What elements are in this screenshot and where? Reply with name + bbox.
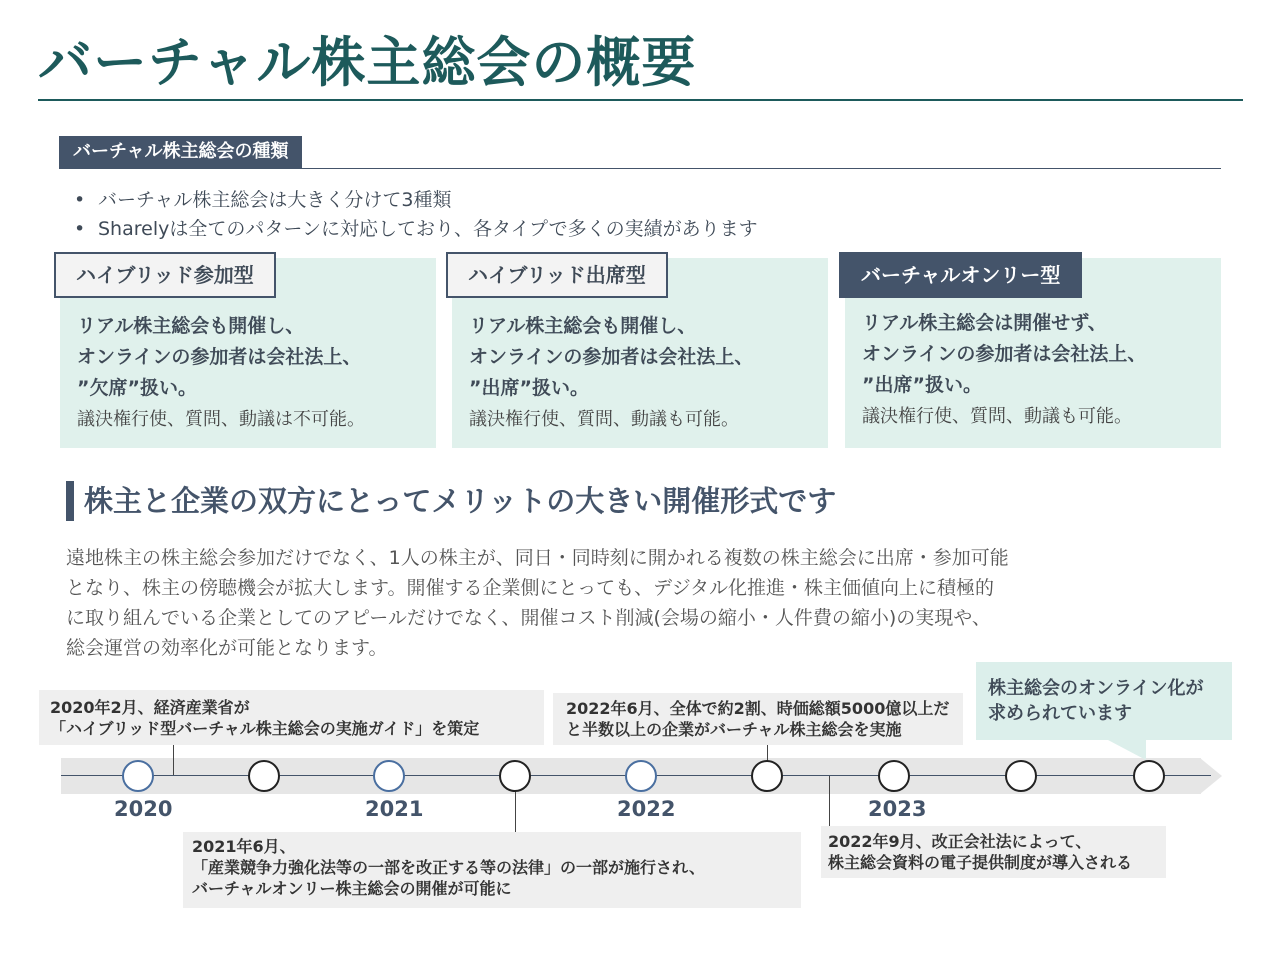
timeline-dot — [878, 760, 910, 792]
card-subtext: 議決権行使、質問、動議も可能。 — [469, 409, 739, 430]
timeline-dot — [373, 760, 405, 792]
paragraph-line: となり、株主の傍聴機会が拡大します。開催する企業側にとっても、デジタル化推進・株主価値向上に積極的 — [66, 577, 994, 599]
timeline-dot — [499, 760, 531, 792]
card-text: リアル株主総会も開催し、 — [469, 315, 697, 337]
event-text: バーチャルオンリー株主総会の開催が可能に — [192, 879, 512, 898]
event-text: 「ハイブリッド型バーチャル株主総会の実施ガイド」を策定 — [50, 719, 480, 738]
timeline-dot — [248, 760, 280, 792]
card-text: オンラインの参加者は会社法上、 — [77, 346, 362, 368]
card-text: オンラインの参加者は会社法上、 — [469, 346, 754, 368]
timeline-event-2021-06 — [183, 832, 801, 908]
card-text: オンラインの参加者は会社法上、 — [862, 343, 1147, 365]
card-body — [77, 311, 365, 435]
card-virtual-only — [845, 258, 1221, 448]
timeline-year: 2022 — [617, 797, 676, 821]
heading-accent-bar — [66, 481, 74, 521]
card-label: バーチャルオンリー型 — [839, 252, 1082, 298]
card-body — [469, 311, 753, 435]
timeline-event-2022-09 — [821, 826, 1166, 878]
card-text: リアル株主総会も開催し、 — [77, 315, 305, 337]
card-label: ハイブリッド出席型 — [446, 252, 668, 298]
card-text: ”出席”扱い。 — [862, 374, 982, 396]
event-text: と半数以上の企業がバーチャル株主総会を実施 — [566, 720, 902, 739]
paragraph-line: に取り組んでいる企業としてのアピールだけでなく、開催コスト削減(会場の縮小・人件費の縮小)の実現や、 — [66, 607, 991, 629]
timeline-event-2020-02 — [39, 690, 544, 745]
timeline-dot — [625, 760, 657, 792]
bullet-item: • バーチャル株主総会は大きく分けて3種類 — [74, 186, 758, 215]
event-text: 2021年6月、 — [192, 837, 296, 856]
connector-line — [829, 776, 830, 826]
bullet-item: • Sharelyは全てのパターンに対応しており、各タイプで多くの実績があります — [74, 215, 758, 244]
card-label: ハイブリッド参加型 — [54, 252, 276, 298]
event-text: 2022年6月、全体で約2割、時価総額5000億以上だ — [566, 699, 950, 718]
description-paragraph — [66, 543, 1146, 663]
callout-text: 求められています — [988, 703, 1132, 724]
timeline-arrow-icon — [1200, 758, 1222, 794]
timeline-year: 2023 — [868, 797, 927, 821]
card-hybrid-attendance — [452, 258, 828, 448]
callout-tail — [1108, 740, 1146, 760]
callout-text: 株主総会のオンライン化が — [988, 678, 1204, 699]
event-text: 2022年9月、改正会社法によって、 — [828, 832, 1092, 851]
connector-line — [767, 742, 768, 762]
timeline-year: 2021 — [365, 797, 424, 821]
card-hybrid-participation — [60, 258, 436, 448]
bullet-list — [74, 186, 758, 244]
timeline-event-2022-06 — [553, 693, 963, 745]
event-text: 2020年2月、経済産業省が — [50, 698, 250, 717]
section-heading: 株主と企業の双方にとってメリットの大きい開催形式です — [84, 484, 837, 518]
timeline-dot — [122, 760, 154, 792]
section-tag: バーチャル株主総会の種類 — [59, 136, 302, 168]
title-divider — [38, 99, 1243, 101]
timeline-dot — [1005, 760, 1037, 792]
timeline-dot — [1133, 760, 1165, 792]
card-body — [862, 308, 1146, 432]
card-text: ”欠席”扱い。 — [77, 377, 197, 399]
timeline-dot — [751, 760, 783, 792]
timeline-year: 2020 — [114, 797, 173, 821]
card-subtext: 議決権行使、質問、動議は不可能。 — [77, 409, 365, 430]
paragraph-line: 総会運営の効率化が可能となります。 — [66, 637, 388, 659]
page-title: バーチャル株主総会の概要 — [38, 31, 697, 94]
paragraph-line: 遠地株主の株主総会参加だけでなく、1人の株主が、同日・同時刻に開かれる複数の株主総会に出席・参加可能 — [66, 547, 1009, 569]
callout-box — [976, 662, 1232, 740]
card-text: ”出席”扱い。 — [469, 377, 589, 399]
card-subtext: 議決権行使、質問、動議も可能。 — [862, 406, 1132, 427]
card-text: リアル株主総会は開催せず、 — [862, 312, 1107, 334]
section-divider — [59, 168, 1221, 169]
event-text: 株主総会資料の電子提供制度が導入される — [828, 853, 1133, 872]
event-text: 「産業競争力強化法等の一部を改正する等の法律」の一部が施行され、 — [192, 858, 705, 877]
